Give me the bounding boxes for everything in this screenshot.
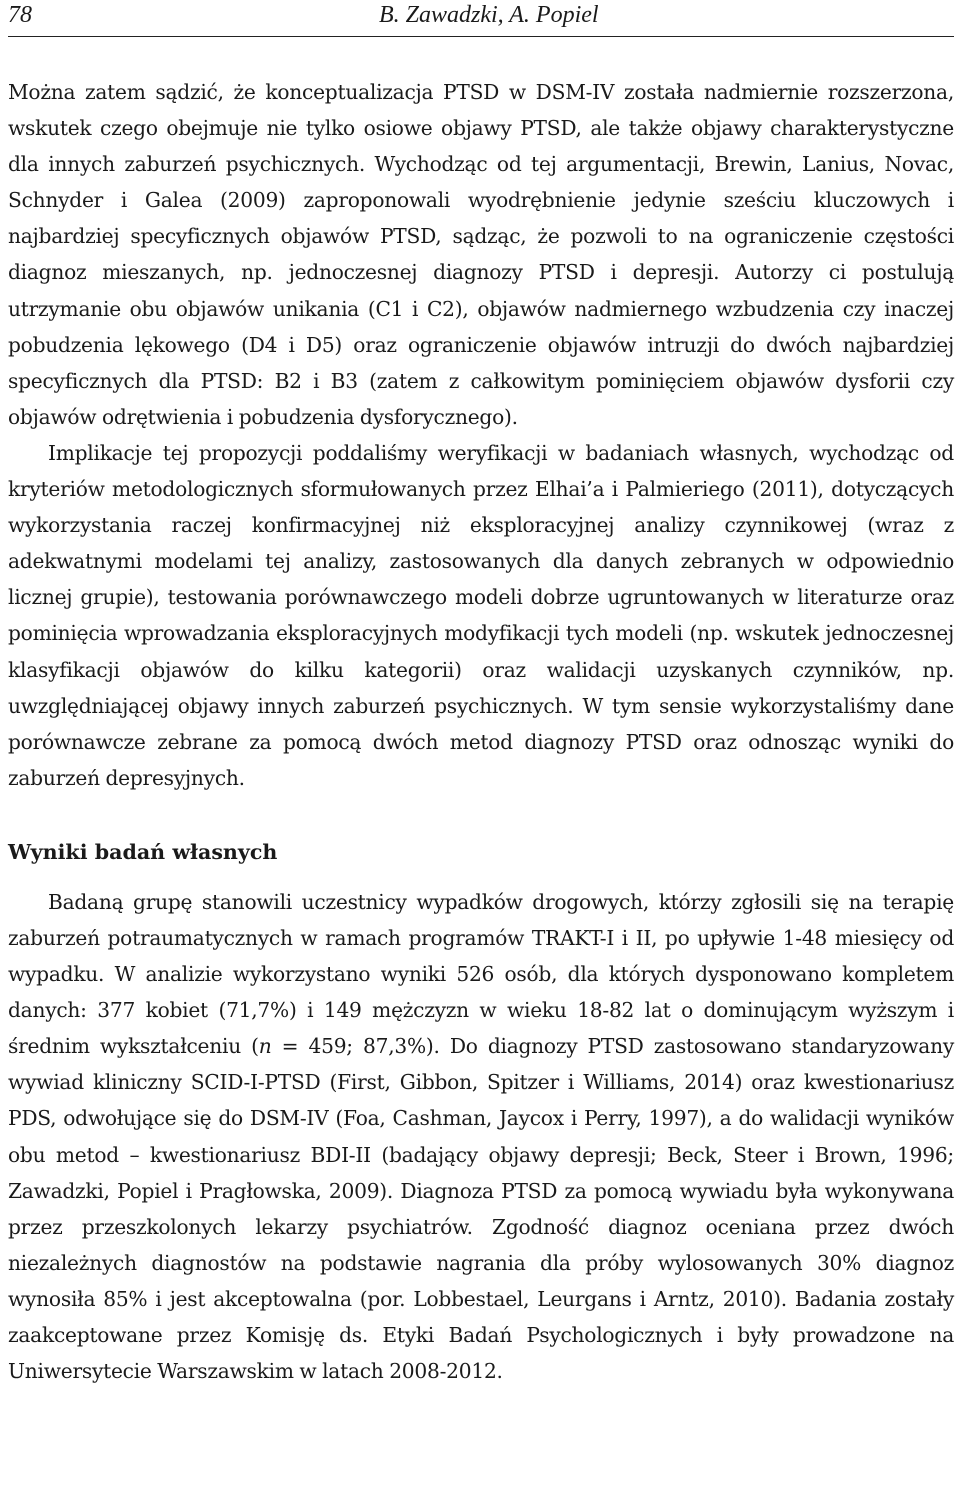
body-paragraph: Można zatem sądzić, że konceptualizacja PTSD w DSM-IV została nadmiernie rozszerzona, wskutek czego obejmuje nie tylko osiowe objawy PTSD, ale także objawy charakterystyczne dla innych zaburzeń psychicznych. Wychodząc od tej argumentacji, Brewin, Lanius, Novac, Schnyder i Galea (2009) zaproponowali wyodrębnienie jedynie sześciu kluczowych i najbardziej specyficznych objawów PTSD, sądząc, że pozwoli to na ograniczenie częstości diagnoz mieszanych, np. jednoczesnej diagnozy PTSD i depresji. Autorzy ci postulują utrzymanie obu objawów unikania (C1 i C2), objawów nadmiernego wzbudzenia czy inaczej pobudzenia lękowego (D4 i D5) oraz ograniczenie objawów intruzji do dwóch najbardziej specyficznych dla PTSD: B2 i B3 (zatem z całkowitym pominięciem objawów dysforii czy objawów odrętwienia i pobudzenia dysforycznego). bbox=[8, 80, 954, 429]
body-paragraph bbox=[8, 884, 954, 1389]
page-number: 78 bbox=[8, 2, 32, 28]
sample-size-symbol: n bbox=[258, 1034, 272, 1059]
body-text: = 459; 87,3%). Do diagnozy PTSD zastosowano standaryzowany wywiad kliniczny SCID-I-PTSD (First, Gibbon, Spitzer i Williams, 2014) oraz kwestionariusz PDS, odwołujące się do DSM-IV (Foa, Cashman, Jaycox i Perry, 1997), a do walidacji wyników obu metod – kwestionariusz BDI-II (badający objawy depresji; Beck, Steer i Brown, 1996; Zawadzki, Popiel i Pragłowska, 2009). Diagnoza PTSD za pomocą wywiadu była wykonywana przez przeszkolonych lekarzy psychiatrów. Zgodność diagnoz oceniana przez dwóch niezależnych diagnostów na podstawie nagrania dla próby wylosowanych 30% diagnoz wynosiła 85% i jest akceptowalna (por. Lobbestael, Leurgans i Arntz, 2010). Badania zostały zaakceptowane przez Komisję ds. Etyki Badań Psychologicznych i były prowadzone na Uniwersytecie Warszawskim w latach 2008-2012. bbox=[8, 1034, 954, 1384]
body-paragraph: Implikacje tej propozycji poddaliśmy weryfikacji w badaniach własnych, wychodząc od kryteriów metodologicznych sformułowanych przez Elhai’a i Palmieriego (2011), dotyczących wykorzystania raczej konfirmacyjnej niż eksploracyjnej analizy czynnikowej (wraz z adekwatnymi modelami tej analizy, zastosowanych dla danych zebranych w odpowiednio licznej grupie), testowania porównawczego modeli dobrze ugruntowanych w literaturze oraz pominięcia wprowadzania eksploracyjnych modyfikacji tych modeli (np. wskutek jednoczesnej klasyfikacji objawów do kilku kategorii) oraz walidacji uzyskanych czynników, np. uwzględniającej objawy innych zaburzeń psychicznych. W tym sensie wykorzystaliśmy dane porównawcze zebrane za pomocą dwóch metod diagnozy PTSD oraz odnosząc wyniki do zaburzeń depresyjnych. bbox=[8, 440, 954, 790]
article-body bbox=[8, 74, 954, 1389]
page-header bbox=[8, 2, 954, 37]
body-text: Badaną grupę stanowili uczestnicy wypadków drogowych, którzy zgłosili się na terapię zaburzeń potraumatycznych w ramach programów TRAKT-I i II, po upływie 1-48 miesięcy od wypadku. W analizie wykorzystano wyniki 526 osób, dla których dysponowano kompletem danych: 377 kobiet (71,7%) i 149 mężczyzn w wieku 18-82 lat o dominującym wyższym i średnim wykształceniu ( bbox=[8, 889, 954, 1059]
running-head-authors: B. Zawadzki, A. Popiel bbox=[379, 2, 599, 28]
section-heading: Wyniki badań własnych bbox=[8, 839, 278, 864]
